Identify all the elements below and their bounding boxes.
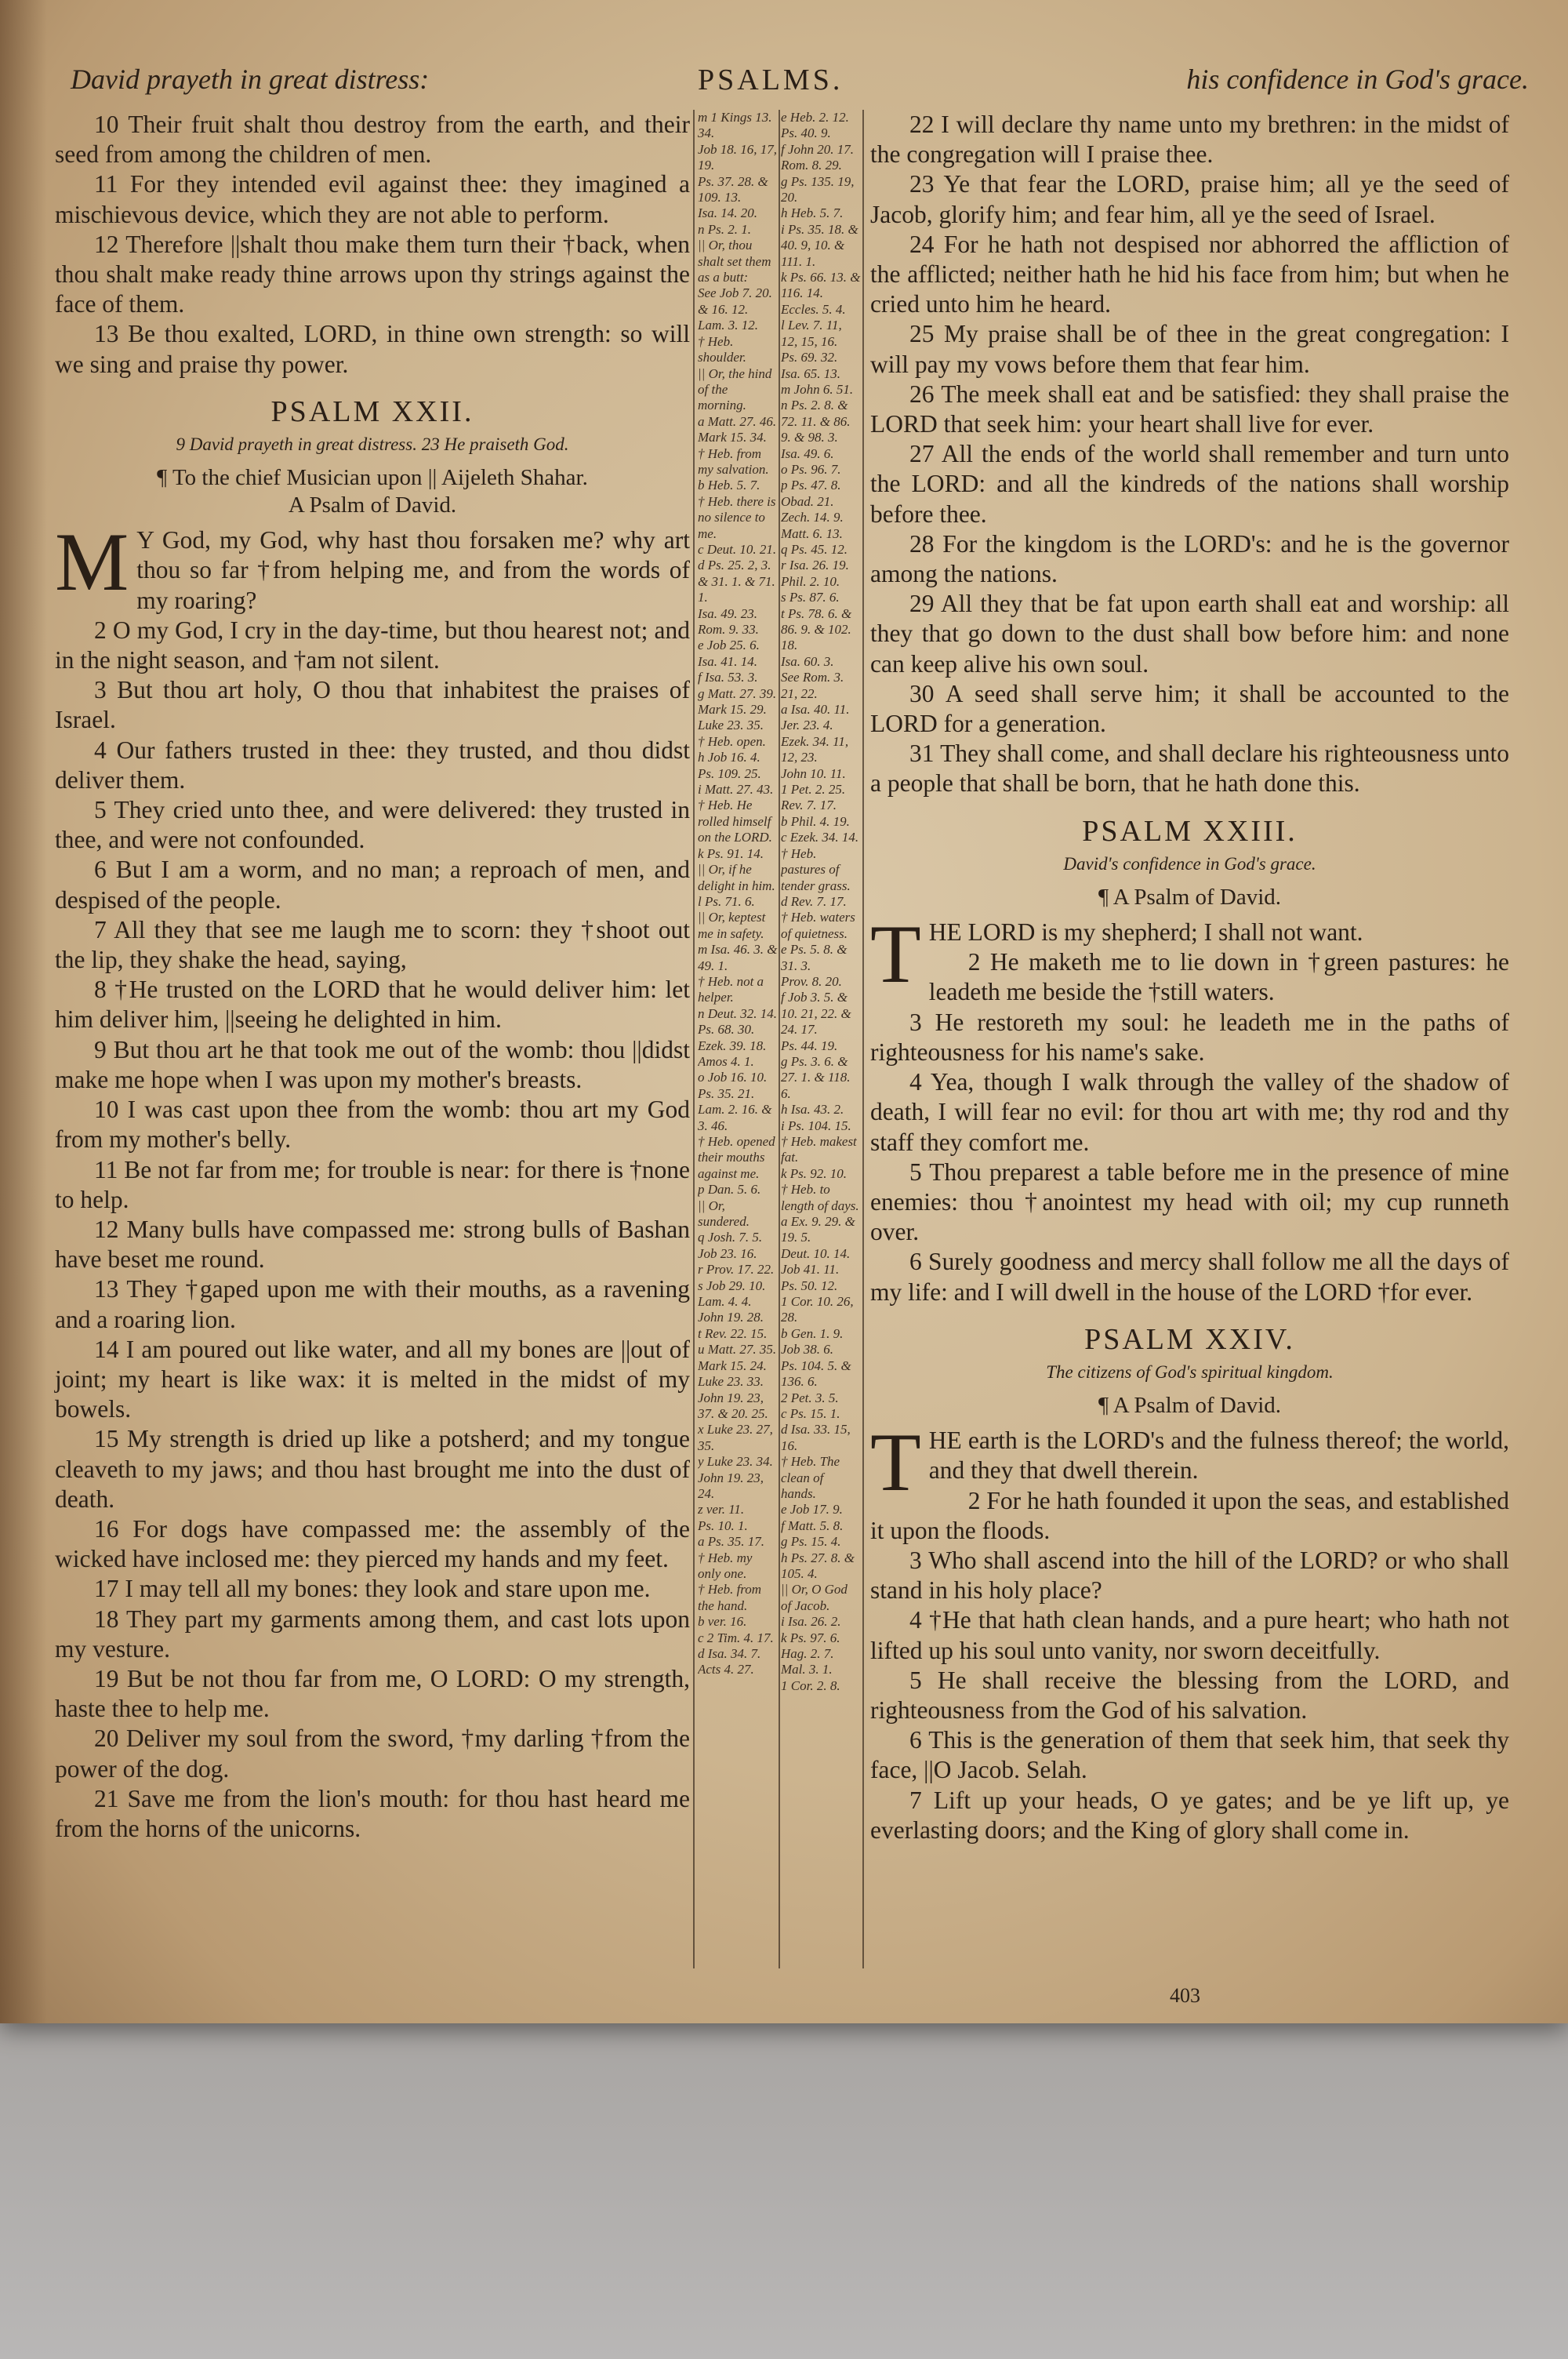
verse: 23 Ye that fear the LORD, praise him; all ye the seed of Jacob, glorify him; and fear him, all ye the seed of Israel. xyxy=(870,170,1509,228)
verse: 25 My praise shall be of thee in the great congregation: I will pay my vows before them that fear him. xyxy=(870,320,1509,378)
verse: 12 Therefore ||shalt thou make them turn their †back, when thou shalt make ready thine arrows upon thy strings against the face of them. xyxy=(55,230,690,318)
verse: 19 But be not thou far from me, O LORD: O my strength, haste thee to help me. xyxy=(55,1664,690,1723)
psalm-22-title: PSALM XXII. xyxy=(270,394,474,428)
verse: 2 He maketh me to lie down in †green pastures: he leadeth me beside the †still waters. xyxy=(928,948,1509,1006)
right-column xyxy=(870,110,1509,1845)
verse: 5 He shall receive the blessing from the LORD, and righteousness from the God of his salvation. xyxy=(870,1666,1509,1724)
verse-text: Y God, my God, why hast thou forsaken me? why art thou so far †from helping me, and from the words of my roaring? xyxy=(136,526,690,614)
psalm-24-verse-1 xyxy=(870,1416,1509,1509)
verse-text: HE LORD is my shepherd; I shall not want. xyxy=(928,918,1363,947)
superscription-line: A Psalm of David. xyxy=(288,493,457,518)
drop-cap: M xyxy=(55,516,129,609)
verse: 18 They part my garments among them, and cast lots upon my vesture. xyxy=(55,1605,690,1663)
verse: 2 O my God, I cry in the day-time, but thou hearest not; and in the night season, and †am not silent. xyxy=(55,616,690,674)
column-rule xyxy=(862,110,864,1968)
psalm-24-superscription: ¶ A Psalm of David. xyxy=(1098,1393,1282,1419)
drop-cap: T xyxy=(870,908,921,1001)
verse: 3 But thou art holy, O thou that inhabitest the praises of Israel. xyxy=(55,676,690,734)
verse: 31 They shall come, and shall declare his righteousness unto a people that shall be born, that he hath done this. xyxy=(870,740,1509,798)
verse: 13 Be thou exalted, LORD, in thine own strength: so will we sing and praise thy power. xyxy=(55,320,690,378)
verse: 2 For he hath founded it upon the seas, and established it upon the floods. xyxy=(870,1486,1509,1544)
verse: 10 I was cast upon thee from the womb: thou art my God from my mother's belly. xyxy=(55,1096,690,1154)
psalm-22-summary: 9 David prayeth in great distress. 23 He praiseth God. xyxy=(176,434,569,455)
verse: 24 For he hath not despised nor abhorred the affliction of the afflicted; neither hath he hid his face from him; but when he cried unto him he heard. xyxy=(870,230,1509,318)
psalm-23-summary: David's confidence in God's grace. xyxy=(1063,853,1316,874)
verse: 7 Lift up your heads, O ye gates; and be ye lift up, ye everlasting doors; and the King of glory shall come in. xyxy=(870,1786,1509,1844)
reference-list: e Heb. 2. 12. Ps. 40. 9. f John 20. 17. Rom. 8. 29. g Ps. 135. 19, 20. h Heb. 5. 7. i Ps. 35. 18. & 40. 9, 10. & 111. 1. k Ps. 66. 13. & 116. 14. Eccles. 5. 4. l Lev. 7. 11, 12, 15, 16. Ps. 69. 32. Isa. 65. 13. m John 6. 51. n Ps. 2. 8. & 72. 11. & 86. 9. & 98. 3. Isa. 49. 6. o Ps. 96. 7. p Ps. 47. 8. Obad. 21. Zech. 14. 9. Matt. 6. 13. q Ps. 45. 12. r Isa. 26. 19. Phil. 2. 10. s Ps. 87. 6. t Ps. 78. 6. & 86. 9. & 102. 18. Isa. 60. 3. See Rom. 3. 21, 22. a Isa. 40. 11. Jer. 23. 4. Ezek. 34. 11, 12, 23. John 10. 11. 1 Pet. 2. 25. Rev. 7. 17. b Phil. 4. 19. c Ezek. 34. 14. † Heb. pastures of tender grass. d Rev. 7. 17. † Heb. waters of quietness. e Ps. 5. 8. & 31. 3. Prov. 8. 20. f Job 3. 5. & 10. 21, 22. & 24. 17. Ps. 44. 19. g Ps. 3. 6. & 27. 1. & 118. 6. h Isa. 43. 2. i Ps. 104. 15. † Heb. makest fat. k Ps. 92. 10. † Heb. to length of days. a Ex. 9. 29. & 19. 5. Deut. 10. 14. Job 41. 11. Ps. 50. 12. 1 Cor. 10. 26, 28. b Gen. 1. 9. Job 38. 6. Ps. 104. 5. & 136. 6. 2 Pet. 3. 5. c Ps. 15. 1. d Isa. 33. 15, 16. † Heb. The clean of hands. e Job 17. 9. f Matt. 5. 8. g Ps. 15. 4. h Ps. 27. 8. & 105. 4. || Or, O God of Jacob. i Isa. 26. 2. k Ps. 97. 6. Hag. 2. 7. Mal. 3. 1. 1 Cor. 2. 8. xyxy=(781,110,861,1693)
verse: 4 †He that hath clean hands, and a pure heart; who hath not lifted up his soul unto vanity, nor sworn deceitfully. xyxy=(870,1606,1509,1664)
verse: 16 For dogs have compassed me: the assembly of the wicked have inclosed me: they pierced my hands and my feet. xyxy=(55,1514,690,1573)
verse: 15 My strength is dried up like a potsherd; and my tongue cleaveth to my jaws; and thou hast brought me into the dust of death. xyxy=(55,1425,690,1513)
verse: 11 Be not far from me; for trouble is near: for there is †none to help. xyxy=(55,1155,690,1213)
verse: 21 Save me from the lion's mouth: for thou hast heard me from the horns of the unicorns. xyxy=(55,1784,690,1842)
verse: 22 I will declare thy name unto my brethren: in the midst of the congregation will I praise thee. xyxy=(870,111,1509,169)
verse: 30 A seed shall serve him; it shall be accounted to the LORD for a generation. xyxy=(870,679,1509,738)
verse: 4 Yea, though I walk through the valley of the shadow of death, I will fear no evil: for thou art with me; thy rod and thy staff they comfort me. xyxy=(870,1068,1509,1156)
verse: 6 Surely goodness and mercy shall follow me all the days of my life: and I will dwell in the house of the LORD †for ever. xyxy=(870,1248,1509,1306)
verse-text: HE earth is the LORD's and the fulness thereof; the world, and they that dwell therein. xyxy=(928,1427,1509,1485)
drop-cap: T xyxy=(870,1416,921,1509)
verse: 12 Many bulls have compassed me: strong bulls of Bashan have beset me round. xyxy=(55,1215,690,1274)
psalm-22-superscription xyxy=(55,464,690,519)
psalm-23-superscription: ¶ A Psalm of David. xyxy=(1098,885,1282,911)
header-center: PSALMS. xyxy=(698,64,844,96)
header-left: David prayeth in great distress: xyxy=(71,64,430,95)
verse: 17 I may tell all my bones: they look and stare upon me. xyxy=(94,1575,651,1603)
verse: 28 For the kingdom is the LORD's: and he is the governor among the nations. xyxy=(870,529,1509,588)
verse: 29 All they that be fat upon earth shall eat and worship: all they that go down to the dust shall bow before him: and none can keep alive his own soul. xyxy=(870,590,1509,678)
header-right: his confidence in God's grace. xyxy=(1186,64,1529,95)
verse: 8 †He trusted on the LORD that he would deliver him: let him deliver him, ||seeing he delighted in him. xyxy=(55,976,690,1034)
verse: 5 They cried unto thee, and were delivered: they trusted in thee, and were not confounded. xyxy=(55,796,690,854)
verse: 3 Who shall ascend into the hill of the LORD? or who shall stand in his holy place? xyxy=(870,1546,1509,1605)
page-number: 403 xyxy=(1170,1984,1200,2007)
verse: 14 I am poured out like water, and all my bones are ||out of joint; my heart is like wax: it is melted in the midst of my bowels. xyxy=(55,1335,690,1423)
verse: 4 Our fathers trusted in thee: they trusted, and thou didst deliver them. xyxy=(55,736,690,794)
verse: 6 But I am a worm, and no man; a reproach of men, and despised of the people. xyxy=(55,856,690,914)
psalm-22-verse-1 xyxy=(55,516,690,616)
psalm-24-summary: The citizens of God's spiritual kingdom. xyxy=(1046,1361,1334,1382)
reference-list: m 1 Kings 13. 34. Job 18. 16, 17, 19. Ps. 37. 28. & 109. 13. Isa. 14. 20. n Ps. 2. 1. || Or, thou shalt set them as a butt: See Job 7. 20. & 16. 12. Lam. 3. 12. † Heb. shoulder. || Or, the hind of the morning. a Matt. 27. 46. Mark 15. 34. † Heb. from my salvation. b Heb. 5. 7. † Heb. there is no silence to me. c Deut. 10. 21. d Ps. 25. 2, 3. & 31. 1. & 71. 1. Isa. 49. 23. Rom. 9. 33. e Job 25. 6. Isa. 41. 14. f Isa. 53. 3. g Matt. 27. 39. Mark 15. 29. Luke 23. 35. † Heb. open. h Job 16. 4. Ps. 109. 25. i Matt. 27. 43. † Heb. He rolled himself on the LORD. k Ps. 91. 14. || Or, if he delight in him. l Ps. 71. 6. || Or, keptest me in safety. m Isa. 46. 3. & 49. 1. † Heb. not a helper. n Deut. 32. 14. Ps. 68. 30. Ezek. 39. 18. Amos 4. 1. o Job 16. 10. Ps. 35. 21. Lam. 2. 16. & 3. 46. † Heb. opened their mouths against me. p Dan. 5. 6. || Or, sundered. q Josh. 7. 5. Job 23. 16. r Prov. 17. 22. s Job 29. 10. Lam. 4. 4. John 19. 28. t Rev. 22. 15. u Matt. 27. 35. Mark 15. 24. Luke 23. 33. John 19. 23, 37. & 20. 25. x Luke 23. 27, 35. y Luke 23. 34. John 19. 23, 24. z ver. 11. Ps. 10. 1. a Ps. 35. 17. † Heb. my only one. † Heb. from the hand. b ver. 16. c 2 Tim. 4. 17. d Isa. 34. 7. Acts 4. 27. xyxy=(698,110,778,1677)
superscription-line: ¶ To the chief Musician upon || Aijeleth Shahar. xyxy=(157,465,588,491)
column-rule xyxy=(693,110,695,1968)
verse: 9 But thou art he that took me out of the womb: thou ||didst make me hope when I was upon my mother's breasts. xyxy=(55,1035,690,1093)
verse: 27 All the ends of the world shall remember and turn unto the LORD: and all the kindreds of the nations shall worship before thee. xyxy=(870,440,1509,528)
verse: 3 He restoreth my soul: he leadeth me in the paths of righteousness for his name's sake. xyxy=(870,1008,1509,1066)
verse: 7 All they that see me laugh me to scorn: they †shoot out the lip, they shake the head, saying, xyxy=(55,915,690,974)
margin-references-left xyxy=(698,110,778,1976)
verse: 5 Thou preparest a table before me in the presence of mine enemies: thou †anointest my head with oil; my cup runneth over. xyxy=(870,1158,1509,1246)
verse: 13 They †gaped upon me with their mouths, as a ravening and a roaring lion. xyxy=(55,1275,690,1333)
verse: 20 Deliver my soul from the sword, †my darling †from the power of the dog. xyxy=(55,1725,690,1783)
psalm-23-title: PSALM XXIII. xyxy=(1082,814,1298,848)
verse: 11 For they intended evil against thee: they imagined a mischievous device, which they are not able to perform. xyxy=(55,170,690,228)
verse: 26 The meek shall eat and be satisfied: they shall praise the LORD that seek him: your heart shall live for ever. xyxy=(870,380,1509,438)
column-rule xyxy=(779,110,780,1968)
margin-references-right xyxy=(781,110,861,1976)
verse: 10 Their fruit shalt thou destroy from the earth, and their seed from among the children of men. xyxy=(55,111,690,169)
left-column xyxy=(55,110,690,1844)
running-header xyxy=(71,63,1529,102)
psalm-24-title: PSALM XXIV. xyxy=(1084,1322,1295,1356)
verse: 6 This is the generation of them that seek him, that seek thy face, ||O Jacob. Selah. xyxy=(870,1726,1509,1784)
